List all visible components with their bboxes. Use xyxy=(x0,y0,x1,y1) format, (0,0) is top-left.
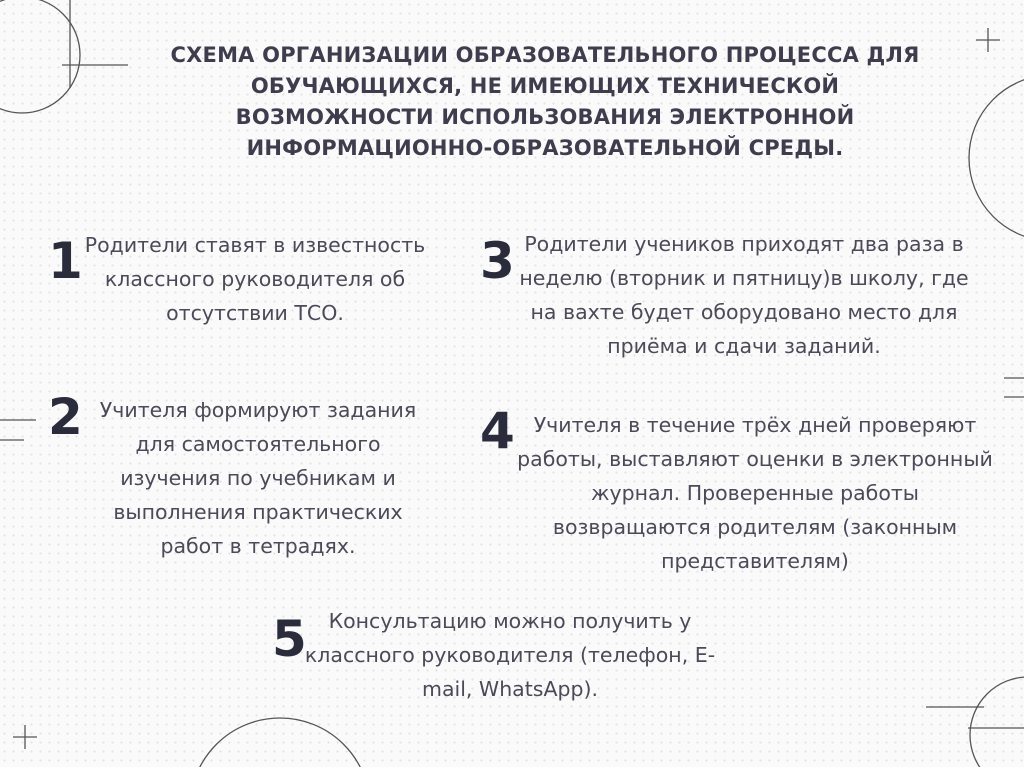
step-text-3: Родители учеников приходят два раза в неделю (вторник и пятницу)в школу, где на вахте будет оборудовано место для приёма и сдачи заданий. xyxy=(519,232,969,358)
corner-circle-bottom xyxy=(190,718,370,767)
step-text-1: Родители ставят в известность классного руководителя об отсутствии ТСО. xyxy=(84,233,426,325)
corner-circle-bottom-right xyxy=(970,677,1024,767)
step-number-2: 2 xyxy=(48,388,83,446)
step-number-3: 3 xyxy=(480,232,515,290)
step-number-1: 1 xyxy=(48,232,83,290)
corner-circle-top-left xyxy=(0,0,80,113)
slide-title: СХЕМА ОРГАНИЗАЦИИ ОБРАЗОВАТЕЛЬНОГО ПРОЦЕССА ДЛЯ ОБУЧАЮЩИХСЯ, НЕ ИМЕЮЩИХ ТЕХНИЧЕСКОЙ ВОЗМОЖНОСТИ ИСПОЛЬЗОВАНИЯ ЭЛЕКТРОННОЙ ИНФОРМАЦИОННО-ОБРАЗОВАТЕЛЬНОЙ СРЕДЫ. xyxy=(170,43,920,160)
step-text-4: Учителя в течение трёх дней проверяют работы, выставляют оценки в электронный журнал. Проверенные работы возвращаются родителям (законным представителям) xyxy=(517,413,993,573)
step-text-5: Консультацию можно получить у классного руководителя (телефон, E-mail, WhatsApp). xyxy=(304,609,716,701)
step-number-4: 4 xyxy=(480,402,515,460)
step-number-5: 5 xyxy=(272,610,307,668)
corner-circle-right xyxy=(969,75,1024,241)
step-text-2: Учителя формируют задания для самостоятельного изучения по учебникам и выполнения практических работ в тетрадях. xyxy=(99,398,417,558)
